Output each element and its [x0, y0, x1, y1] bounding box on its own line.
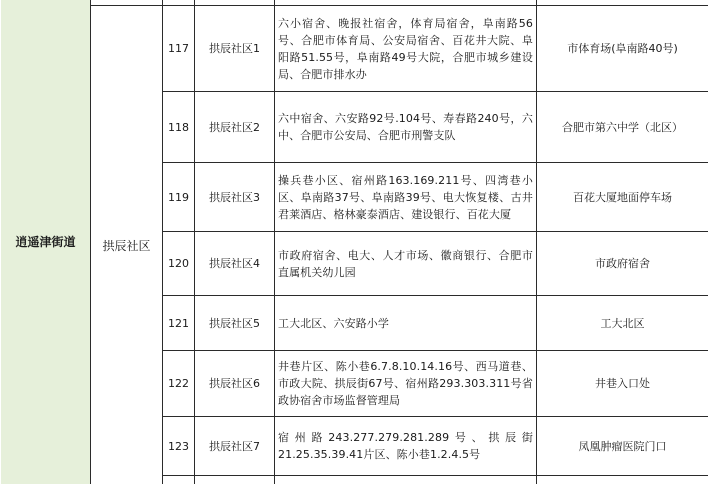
site-number: 121 — [163, 296, 195, 351]
street-cell: 逍遥津街道 — [1, 0, 91, 484]
site-location: 工大北区 — [537, 296, 708, 351]
table-row — [1, 6, 708, 92]
coverage-area: 工大北区、六安路小学 — [275, 296, 537, 351]
site-location: 百花大厦地面停车场 — [537, 163, 708, 232]
sub-community: 拱辰社区3 — [195, 163, 275, 232]
site-number: 118 — [163, 92, 195, 163]
site-location: 井巷入口处 — [537, 351, 708, 417]
coverage-area: 井巷片区、陈小巷6.7.8.10.14.16号、西马道巷、市政大院、拱辰街67号、宿州路293.303.311号省政协宿舍市场监督管理局 — [275, 351, 537, 417]
sub-community: 拱辰社区5 — [195, 296, 275, 351]
coverage-area: 六中宿舍、六安路92号.104号、寿春路240号，六中、合肥市公安局、合肥市刑警支队 — [275, 92, 537, 163]
community-cell: 拱辰社区 — [91, 6, 163, 484]
cell-empty — [195, 476, 275, 484]
site-number: 120 — [163, 232, 195, 296]
cell-empty — [275, 476, 537, 484]
sub-community: 拱辰社区2 — [195, 92, 275, 163]
sub-community: 拱辰社区6 — [195, 351, 275, 417]
site-number: 117 — [163, 6, 195, 92]
sub-community: 拱辰社区1 — [195, 6, 275, 92]
sub-community: 拱辰社区7 — [195, 417, 275, 476]
site-location: 市体育场(阜南路40号) — [537, 6, 708, 92]
site-location: 市政府宿舍 — [537, 232, 708, 296]
coverage-area: 操兵巷小区、宿州路163.169.211号、四湾巷小区、阜南路37号、阜南路39号、电大恢复楼、古井君莱酒店、格林豪泰酒店、建设银行、百花大厦 — [275, 163, 537, 232]
coverage-area: 六小宿舍、晚报社宿舍，体育局宿舍，阜南路56号、合肥市体育局、公安局宿舍、百花井大院、阜阳路51.55号，阜南路49号大院，合肥市城乡建设局、合肥市排水办 — [275, 6, 537, 92]
site-location: 凤凰肿瘤医院门口 — [537, 417, 708, 476]
cell-empty — [537, 476, 708, 484]
site-location: 合肥市第六中学（北区） — [537, 92, 708, 163]
cell-empty — [163, 476, 195, 484]
sub-community: 拱辰社区4 — [195, 232, 275, 296]
site-number: 123 — [163, 417, 195, 476]
site-number: 122 — [163, 351, 195, 417]
coverage-area: 市政府宿舍、电大、人才市场、徽商银行、合肥市直属机关幼儿园 — [275, 232, 537, 296]
coverage-area: 宿州路243.277.279.281.289号、拱辰街21.25.35.39.41片区、陈小巷1.2.4.5号 — [275, 417, 537, 476]
site-number: 119 — [163, 163, 195, 232]
